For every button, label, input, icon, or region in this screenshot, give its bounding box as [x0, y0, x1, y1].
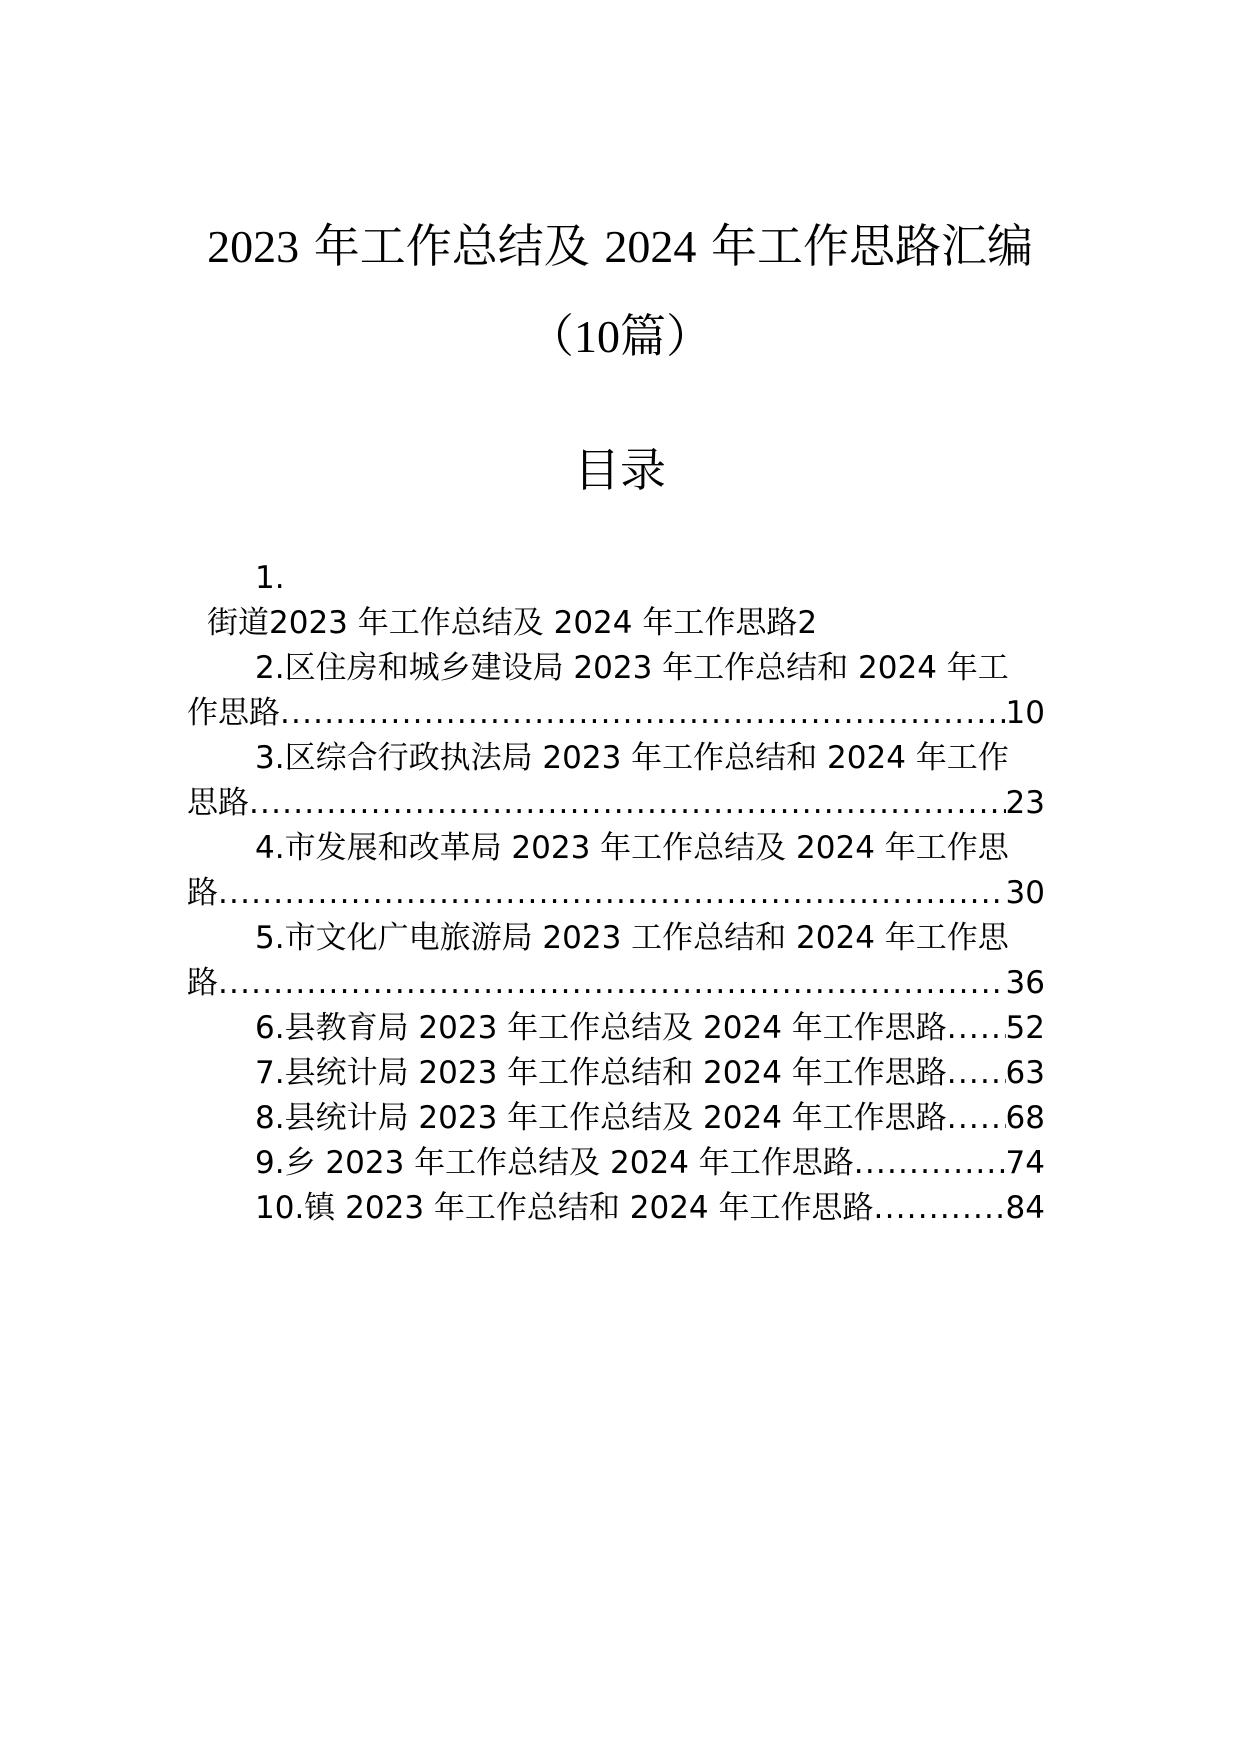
dot-leader [249, 781, 1006, 825]
toc-item-5-line-1[interactable]: 5.市文化广电旅游局 2023 工作总结和 2024 年工作思 [255, 920, 1009, 956]
toc-item-9[interactable] [255, 1141, 1045, 1185]
toc-item-8[interactable] [255, 1096, 1045, 1140]
dot-leader [947, 1051, 1006, 1095]
toc-item-3-text-end: 思路 [187, 785, 249, 821]
title-text-part-1: 年工作总结及 [313, 219, 590, 273]
document-title-line-2 [0, 306, 1240, 367]
title-close-paren: ） [666, 309, 712, 363]
toc-item-1[interactable] [207, 601, 907, 645]
toc-item-7-page: 63 [1005, 1055, 1045, 1091]
toc-item-4-line-1[interactable]: 4.市发展和改革局 2023 年工作总结及 2024 年工作思 [255, 830, 1009, 866]
dot-leader [947, 1096, 1006, 1140]
toc-item-1-number[interactable]: 1. [255, 560, 285, 596]
toc-item-9-text: 9.乡 2023 年工作总结及 2024 年工作思路 [255, 1145, 854, 1181]
toc-item-4-page: 30 [1005, 875, 1045, 911]
toc-item-1-text: 街道2023 年工作总结及 2024 年工作思路 [207, 605, 798, 641]
document-title-line-1 [0, 216, 1240, 277]
toc-item-1-page: 2 [797, 605, 818, 641]
toc-item-10[interactable] [255, 1186, 1045, 1230]
toc-item-10-page: 84 [1005, 1190, 1045, 1226]
toc-item-2-line-1[interactable]: 2.区住房和城乡建设局 2023 年工作总结和 2024 年工 [255, 650, 1009, 686]
title-count-word: 篇 [620, 309, 666, 363]
dot-leader [218, 871, 1006, 915]
toc-item-3-page: 23 [1005, 785, 1045, 821]
toc-item-2-text-end: 作思路 [187, 695, 280, 731]
toc-item-6-page: 52 [1005, 1010, 1045, 1046]
toc-item-2-page: 10 [1005, 695, 1045, 731]
toc-item-7-text: 7.县统计局 2023 年工作总结和 2024 年工作思路 [255, 1055, 947, 1091]
title-count: 10 [574, 311, 620, 362]
title-year-2023: 2023 [207, 221, 300, 272]
toc-item-6-text: 6.县教育局 2023 年工作总结及 2024 年工作思路 [255, 1010, 947, 1046]
dot-leader [874, 1186, 1006, 1230]
toc-heading: 目录 [574, 443, 666, 497]
toc-item-3-line-1[interactable]: 3.区综合行政执法局 2023 年工作总结和 2024 年工作 [255, 740, 1009, 776]
toc-item-7[interactable] [255, 1051, 1045, 1095]
toc-item-8-text: 8.县统计局 2023 年工作总结及 2024 年工作思路 [255, 1100, 947, 1136]
toc-item-5-line-2[interactable] [187, 961, 1045, 1005]
dot-leader [854, 1141, 1006, 1185]
toc-item-4-line-2[interactable] [187, 871, 1045, 915]
title-year-2024: 2024 [604, 221, 697, 272]
toc-item-2-line-2[interactable] [187, 691, 1045, 735]
dot-leader [218, 961, 1006, 1005]
title-text-part-2: 年工作思路汇编 [710, 219, 1033, 273]
toc-item-10-text: 10.镇 2023 年工作总结和 2024 年工作思路 [255, 1190, 874, 1226]
toc-item-8-page: 68 [1005, 1100, 1045, 1136]
toc-item-6[interactable] [255, 1006, 1045, 1050]
title-open-paren: （ [528, 309, 574, 363]
toc-item-4-text-end: 路 [187, 875, 218, 911]
dot-leader [280, 691, 1006, 735]
toc-item-9-page: 74 [1005, 1145, 1045, 1181]
toc-item-5-text-end: 路 [187, 965, 218, 1001]
dot-leader [947, 1006, 1006, 1050]
toc-item-5-page: 36 [1005, 965, 1045, 1001]
toc-item-3-line-2[interactable] [187, 781, 1045, 825]
